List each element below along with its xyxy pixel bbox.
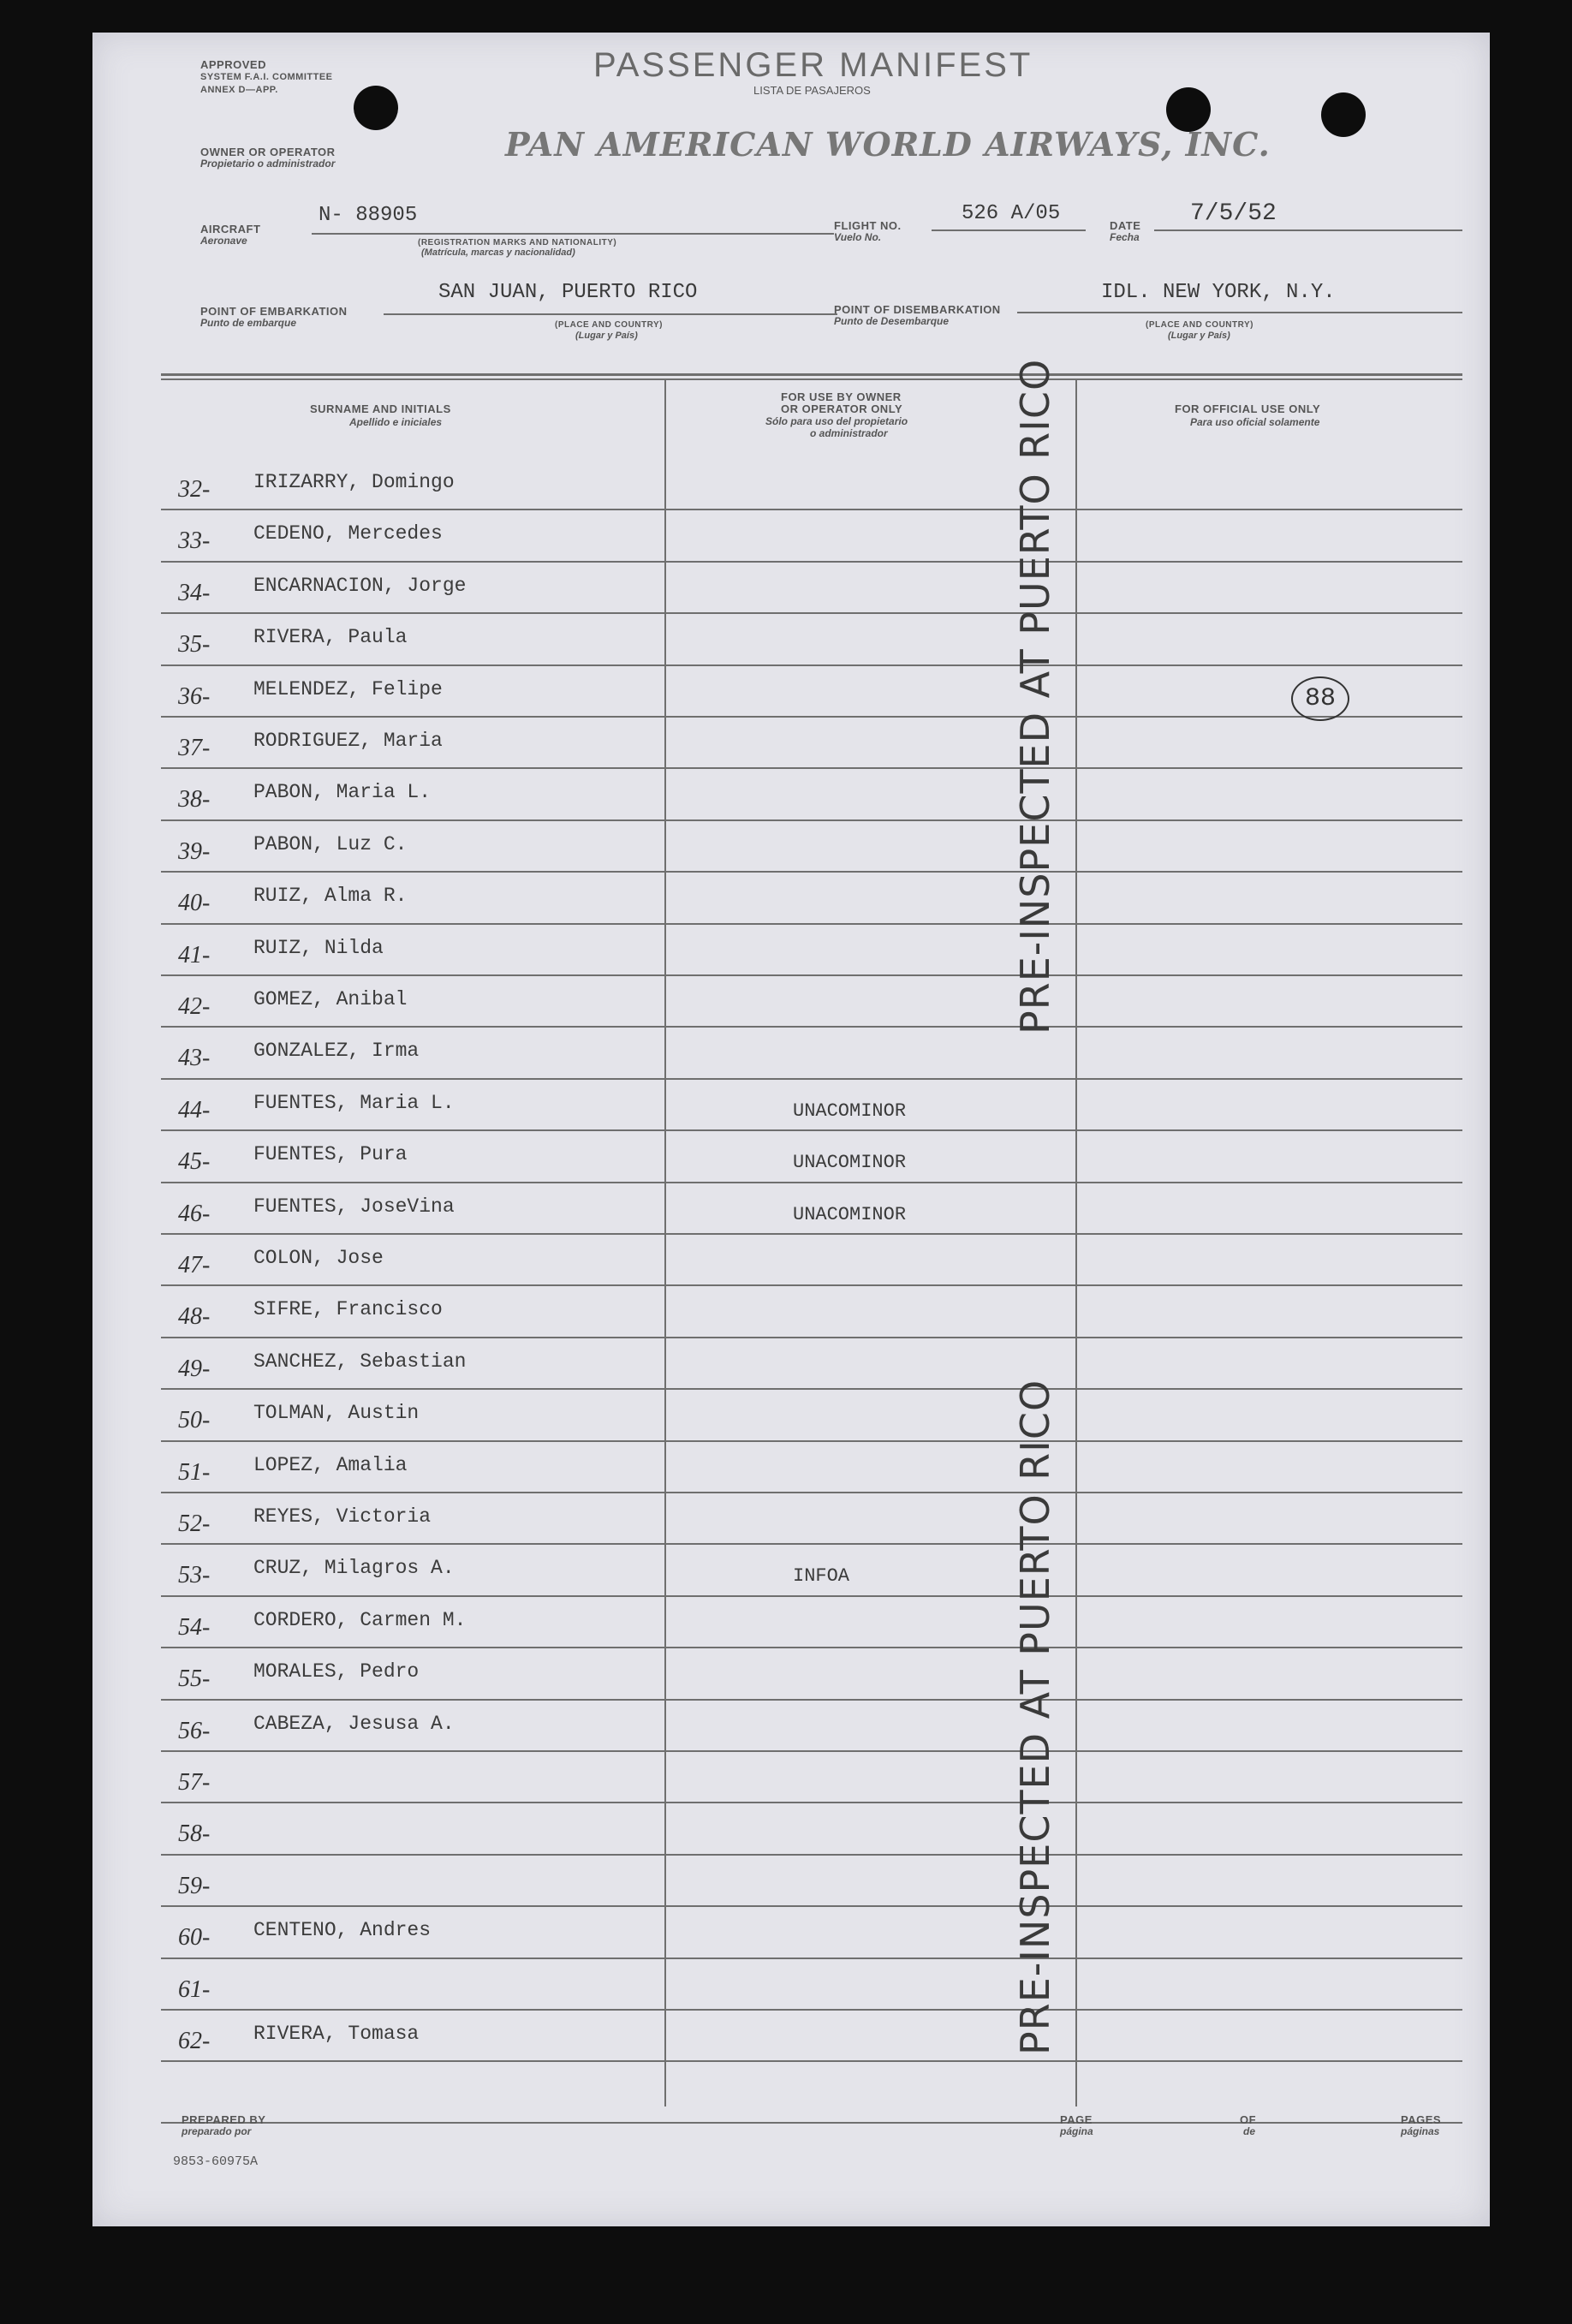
- passenger-name: RIVERA, Tomasa: [253, 2023, 420, 2045]
- row-rule: [161, 1284, 1462, 1286]
- row-rule: [161, 1750, 1462, 1752]
- prepared-by-label-es: preparado por: [182, 2125, 252, 2137]
- row-number: 58-: [178, 1820, 211, 1848]
- owner-note: UNACOMINOR: [793, 1099, 907, 1122]
- flight-label-es: Vuelo No.: [834, 231, 882, 243]
- row-number: 40-: [178, 890, 211, 917]
- aircraft-label-es: Aeronave: [200, 235, 247, 247]
- column-header-owner-2: OR OPERATOR ONLY: [781, 402, 903, 415]
- of-label-es: de: [1243, 2125, 1256, 2137]
- row-number: 42-: [178, 993, 211, 1020]
- row-number: 41-: [178, 941, 211, 968]
- passenger-name: MELENDEZ, Felipe: [253, 677, 443, 700]
- embarkation-value: SAN JUAN, PUERTO RICO: [438, 281, 698, 304]
- row-rule: [161, 1802, 1462, 1803]
- row-rule: [161, 923, 1462, 925]
- passenger-name: RIVERA, Paula: [253, 626, 408, 649]
- approved-committee: SYSTEM F.A.I. COMMITTEE: [200, 72, 333, 82]
- row-number: 53-: [178, 1562, 211, 1589]
- form-number: 9853-60975A: [173, 2154, 259, 2169]
- row-number: 46-: [178, 1200, 211, 1227]
- flight-value: 526 A/05: [962, 202, 1061, 225]
- airline-name: PAN AMERICAN WORLD AIRWAYS, INC.: [505, 125, 1271, 164]
- page-title: PASSENGER MANIFEST: [593, 46, 1033, 84]
- column-header-owner-es: Sólo para uso del propietario: [765, 415, 908, 427]
- passenger-name: CENTENO, Andres: [253, 1919, 432, 1942]
- registration-note-es: (Matrícula, marcas y nacionalidad): [421, 247, 575, 258]
- row-rule: [161, 716, 1462, 718]
- row-number: 54-: [178, 1613, 211, 1641]
- row-rule: [161, 1078, 1462, 1080]
- row-rule: [161, 1699, 1462, 1701]
- row-rule: [161, 1129, 1462, 1131]
- passenger-name: CEDENO, Mercedes: [253, 522, 443, 545]
- row-number: 43-: [178, 1045, 211, 1072]
- pre-inspected-stamp: PRE-INSPECTED AT PUERTO RICO: [1012, 1379, 1058, 2055]
- row-rule: [161, 509, 1462, 510]
- official-circled-mark: [1291, 676, 1349, 721]
- column-header-official: FOR OFFICIAL USE ONLY: [1175, 402, 1321, 415]
- aircraft-value: N- 88905: [319, 204, 418, 227]
- pages-label-es: páginas: [1401, 2125, 1440, 2137]
- row-rule: [161, 2009, 1462, 2011]
- approved-annex: ANNEX D—APP.: [200, 85, 278, 95]
- date-value: 7/5/52: [1190, 200, 1277, 227]
- punch-hole: [1321, 92, 1366, 137]
- page-subtitle: LISTA DE PASAJEROS: [753, 84, 871, 97]
- row-rule: [161, 1958, 1462, 1959]
- row-rule: [161, 1182, 1462, 1183]
- column-header-owner-es-2: o administrador: [810, 427, 888, 439]
- row-rule: [161, 1647, 1462, 1648]
- row-rule: [161, 1595, 1462, 1597]
- column-divider: [1075, 378, 1077, 2106]
- row-rule: [161, 1233, 1462, 1235]
- row-number: 50-: [178, 1407, 211, 1434]
- passenger-name: IRIZARRY, Domingo: [253, 471, 455, 493]
- passenger-name: GOMEZ, Anibal: [253, 988, 408, 1010]
- passenger-name: GONZALEZ, Irma: [253, 1040, 420, 1063]
- punch-hole: [354, 86, 398, 130]
- row-number: 36-: [178, 682, 211, 710]
- row-rule: [161, 1337, 1462, 1338]
- row-rule: [161, 1543, 1462, 1545]
- row-number: 51-: [178, 1458, 211, 1486]
- registration-note: (REGISTRATION MARKS AND NATIONALITY): [418, 238, 617, 247]
- pages-label: PAGES: [1401, 2113, 1442, 2126]
- prepared-by-label: PREPARED BY: [182, 2113, 266, 2126]
- owner-label: OWNER OR OPERATOR: [200, 146, 336, 158]
- passenger-name: FUENTES, JoseVina: [253, 1195, 455, 1218]
- embarkation-label-es: Punto de embarque: [200, 317, 297, 329]
- row-number: 48-: [178, 1303, 211, 1331]
- row-number: 57-: [178, 1769, 211, 1796]
- row-number: 61-: [178, 1975, 211, 2003]
- row-rule: [161, 974, 1462, 976]
- row-rule: [161, 1388, 1462, 1390]
- row-number: 38-: [178, 786, 211, 813]
- row-rule: [161, 1440, 1462, 1442]
- column-header-surname: SURNAME AND INITIALS: [310, 402, 451, 415]
- row-number: 44-: [178, 1096, 211, 1123]
- embarkation-place-note: (PLACE AND COUNTRY): [555, 320, 663, 330]
- owner-note: UNACOMINOR: [793, 1203, 907, 1225]
- row-number: 45-: [178, 1148, 211, 1176]
- row-number: 33-: [178, 527, 211, 555]
- manifest-sheet: [92, 33, 1490, 2226]
- owner-note: UNACOMINOR: [793, 1152, 907, 1174]
- disembarkation-place-note: (PLACE AND COUNTRY): [1146, 320, 1253, 330]
- row-number: 39-: [178, 837, 211, 865]
- of-label: OF: [1240, 2113, 1257, 2126]
- passenger-name: LOPEZ, Amalia: [253, 1453, 408, 1476]
- passenger-name: TOLMAN, Austin: [253, 1402, 420, 1425]
- official-mark-text: 88: [1304, 684, 1336, 713]
- passenger-name: CABEZA, Jesusa A.: [253, 1712, 455, 1735]
- row-number: 59-: [178, 1872, 211, 1899]
- row-number: 34-: [178, 579, 211, 606]
- disembarkation-value: IDL. NEW YORK, N.Y.: [1101, 281, 1336, 304]
- passenger-name: CORDERO, Carmen M.: [253, 1608, 467, 1631]
- date-label: DATE: [1110, 219, 1141, 232]
- passenger-name: RODRIGUEZ, Maria: [253, 730, 443, 752]
- row-rule: [161, 2060, 1462, 2062]
- page-label-es: página: [1060, 2125, 1093, 2137]
- date-label-es: Fecha: [1110, 231, 1140, 243]
- row-number: 49-: [178, 1355, 211, 1382]
- row-number: 32-: [178, 476, 211, 503]
- passenger-name: SIFRE, Francisco: [253, 1298, 443, 1321]
- row-number: 37-: [178, 735, 211, 761]
- passenger-name: RUIZ, Nilda: [253, 936, 384, 959]
- row-rule: [161, 1905, 1462, 1907]
- passenger-name: PABON, Luz C.: [253, 832, 408, 855]
- disembarkation-place-note-es: (Lugar y País): [1168, 331, 1230, 341]
- row-rule: [161, 612, 1462, 614]
- passenger-name: CRUZ, Milagros A.: [253, 1557, 455, 1580]
- column-header-owner: FOR USE BY OWNER: [781, 390, 902, 403]
- row-number: 52-: [178, 1511, 211, 1537]
- column-header-official-es: Para uso oficial solamente: [1190, 416, 1320, 428]
- owner-label-es: Propietario o administrador: [200, 158, 336, 170]
- passenger-name: SANCHEZ, Sebastian: [253, 1350, 467, 1373]
- page-label: PAGE: [1060, 2113, 1093, 2126]
- row-number: 35-: [178, 631, 211, 658]
- passenger-name: RUIZ, Alma R.: [253, 885, 408, 908]
- row-number: 56-: [178, 1717, 211, 1744]
- pre-inspected-stamp: PRE-INSPECTED AT PUERTO RICO: [1012, 358, 1058, 1034]
- aircraft-label: AIRCRAFT: [200, 223, 261, 235]
- row-rule: [161, 1492, 1462, 1493]
- row-number: 55-: [178, 1666, 211, 1693]
- row-number: 62-: [178, 2028, 211, 2054]
- passenger-name: PABON, Maria L.: [253, 781, 432, 804]
- passenger-name: FUENTES, Pura: [253, 1143, 408, 1166]
- disembarkation-label: POINT OF DISEMBARKATION: [834, 303, 1001, 316]
- row-rule: [161, 1854, 1462, 1856]
- column-divider: [664, 378, 666, 2106]
- passenger-name: MORALES, Pedro: [253, 1660, 420, 1683]
- approved-label: APPROVED: [200, 58, 266, 71]
- column-header-surname-es: Apellido e iniciales: [349, 416, 443, 428]
- passenger-name: REYES, Victoria: [253, 1505, 432, 1528]
- embarkation-label: POINT OF EMBARKATION: [200, 305, 348, 318]
- passenger-name: ENCARNACION, Jorge: [253, 574, 467, 597]
- owner-note: INFOA: [793, 1565, 850, 1588]
- row-rule: [161, 767, 1462, 769]
- embarkation-place-note-es: (Lugar y País): [575, 331, 638, 341]
- row-number: 60-: [178, 1924, 211, 1952]
- row-rule: [161, 1026, 1462, 1028]
- row-rule: [161, 561, 1462, 563]
- passenger-name: FUENTES, Maria L.: [253, 1091, 455, 1114]
- row-rule: [161, 871, 1462, 873]
- row-number: 47-: [178, 1252, 211, 1278]
- row-rule: [161, 664, 1462, 666]
- disembarkation-label-es: Punto de Desembarque: [834, 315, 950, 327]
- passenger-name: COLON, Jose: [253, 1247, 384, 1269]
- row-rule: [161, 819, 1462, 821]
- flight-label: FLIGHT NO.: [834, 219, 902, 232]
